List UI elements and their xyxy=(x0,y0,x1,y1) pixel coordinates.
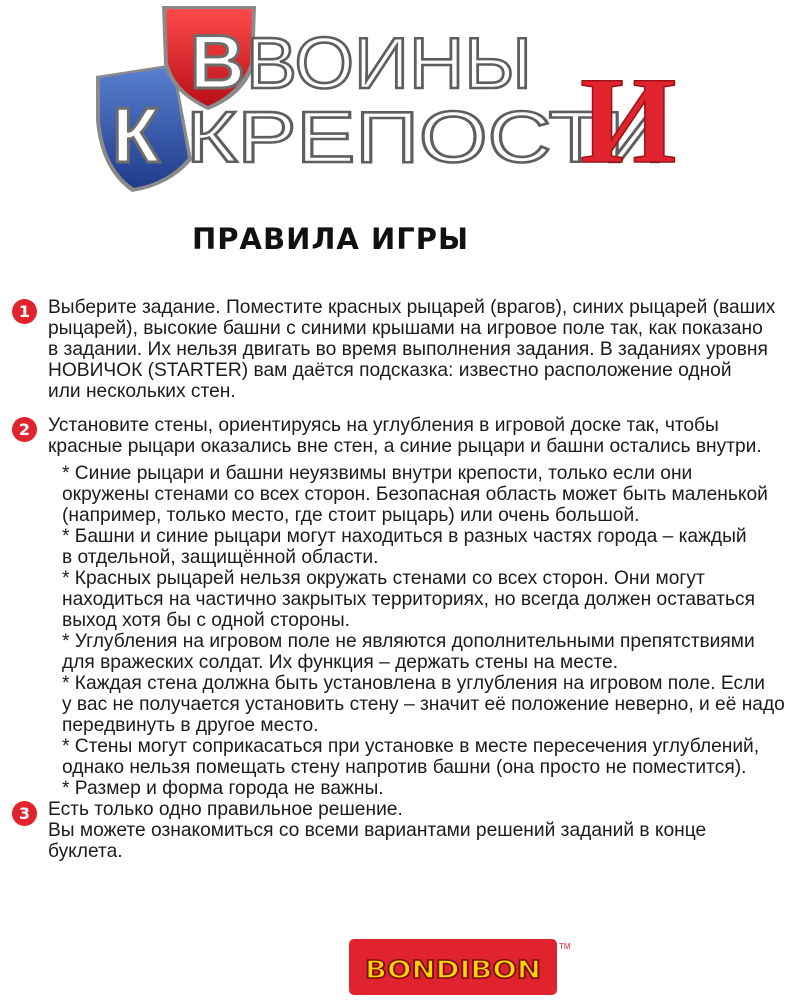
page-title: ПРАВИЛА ИГРЫ xyxy=(192,222,470,256)
rule-number-badge: 1 xyxy=(12,299,37,324)
note-item: * Каждая стена должна быть установлена в углубления на игровом поле. Если у вас не получается установить стену – значит её положение неверно, и её надо передвинуть в другое место. xyxy=(62,673,785,736)
note-item: * Синие рыцари и башни неуязвимы внутри крепости, только если они окружены стенами со всех сторон. Безопасная область может быть маленькой (например, только место, где стоит рыцарь) или очень большой. xyxy=(62,463,768,526)
logo-word-2: КРЕПОСТИ xyxy=(186,98,666,178)
rule-number-badge: 3 xyxy=(12,801,37,826)
note-item: * Стены могут соприкасаться при установке в месте пересечения углублений, однако нельзя помещать стену напротив башни (она просто не поместится). xyxy=(62,736,760,778)
game-logo xyxy=(0,0,794,200)
rule-2-text: Установите стены, ориентируясь на углубления в игровой доске так, чтобы красные рыцари оказались вне стен, а синие рыцари и башни остались внутри. xyxy=(48,415,762,457)
rule-3-text: Есть только одно правильное решение. Вы можете ознакомиться со всеми вариантами решений заданий в конце буклета. xyxy=(48,799,707,862)
rule-2 xyxy=(12,415,788,799)
logo-shield-red-letter: В xyxy=(190,20,245,105)
rules-list xyxy=(12,297,788,862)
rule-1-text: Выберите задание. Поместите красных рыцарей (врагов), синих рыцарей (ваших рыцарей), высокие башни с синими крышами на игровое поле так, как показано в задании. Их нельзя двигать во время выполнения задания. В заданиях уровня НОВИЧОК (STARTER) вам даётся подсказка: известно расположение одной или нескольких стен. xyxy=(48,297,776,402)
brand-trademark: TM xyxy=(559,942,571,951)
logo-big-red-letter: И xyxy=(580,52,677,189)
logo-shield-blue-letter: К xyxy=(112,91,160,179)
rule-2-notes xyxy=(62,463,788,799)
logo-word-1: ВОИНЫ xyxy=(246,24,532,104)
note-item: * Башни и синие рыцари могут находиться в разных частях города – каждый в отдельной, защищённой области. xyxy=(62,526,747,568)
brand-name: BONDIBON xyxy=(365,955,541,984)
rule-number-badge: 2 xyxy=(12,417,37,442)
note-item: * Красных рыцарей нельзя окружать стенами со всех сторон. Они могут находиться на частично закрытых территориях, но всегда должен оставаться выход хотя бы с одной стороны. xyxy=(62,568,756,631)
note-item: * Углубления на игровом поле не являются дополнительными препятствиями для вражеских солдат. Их функция – держать стены на месте. xyxy=(62,631,755,673)
bondibon-logo xyxy=(347,937,571,997)
rule-3 xyxy=(12,799,788,862)
rule-1 xyxy=(12,297,788,402)
note-item: * Размер и форма города не важны. xyxy=(62,778,384,799)
